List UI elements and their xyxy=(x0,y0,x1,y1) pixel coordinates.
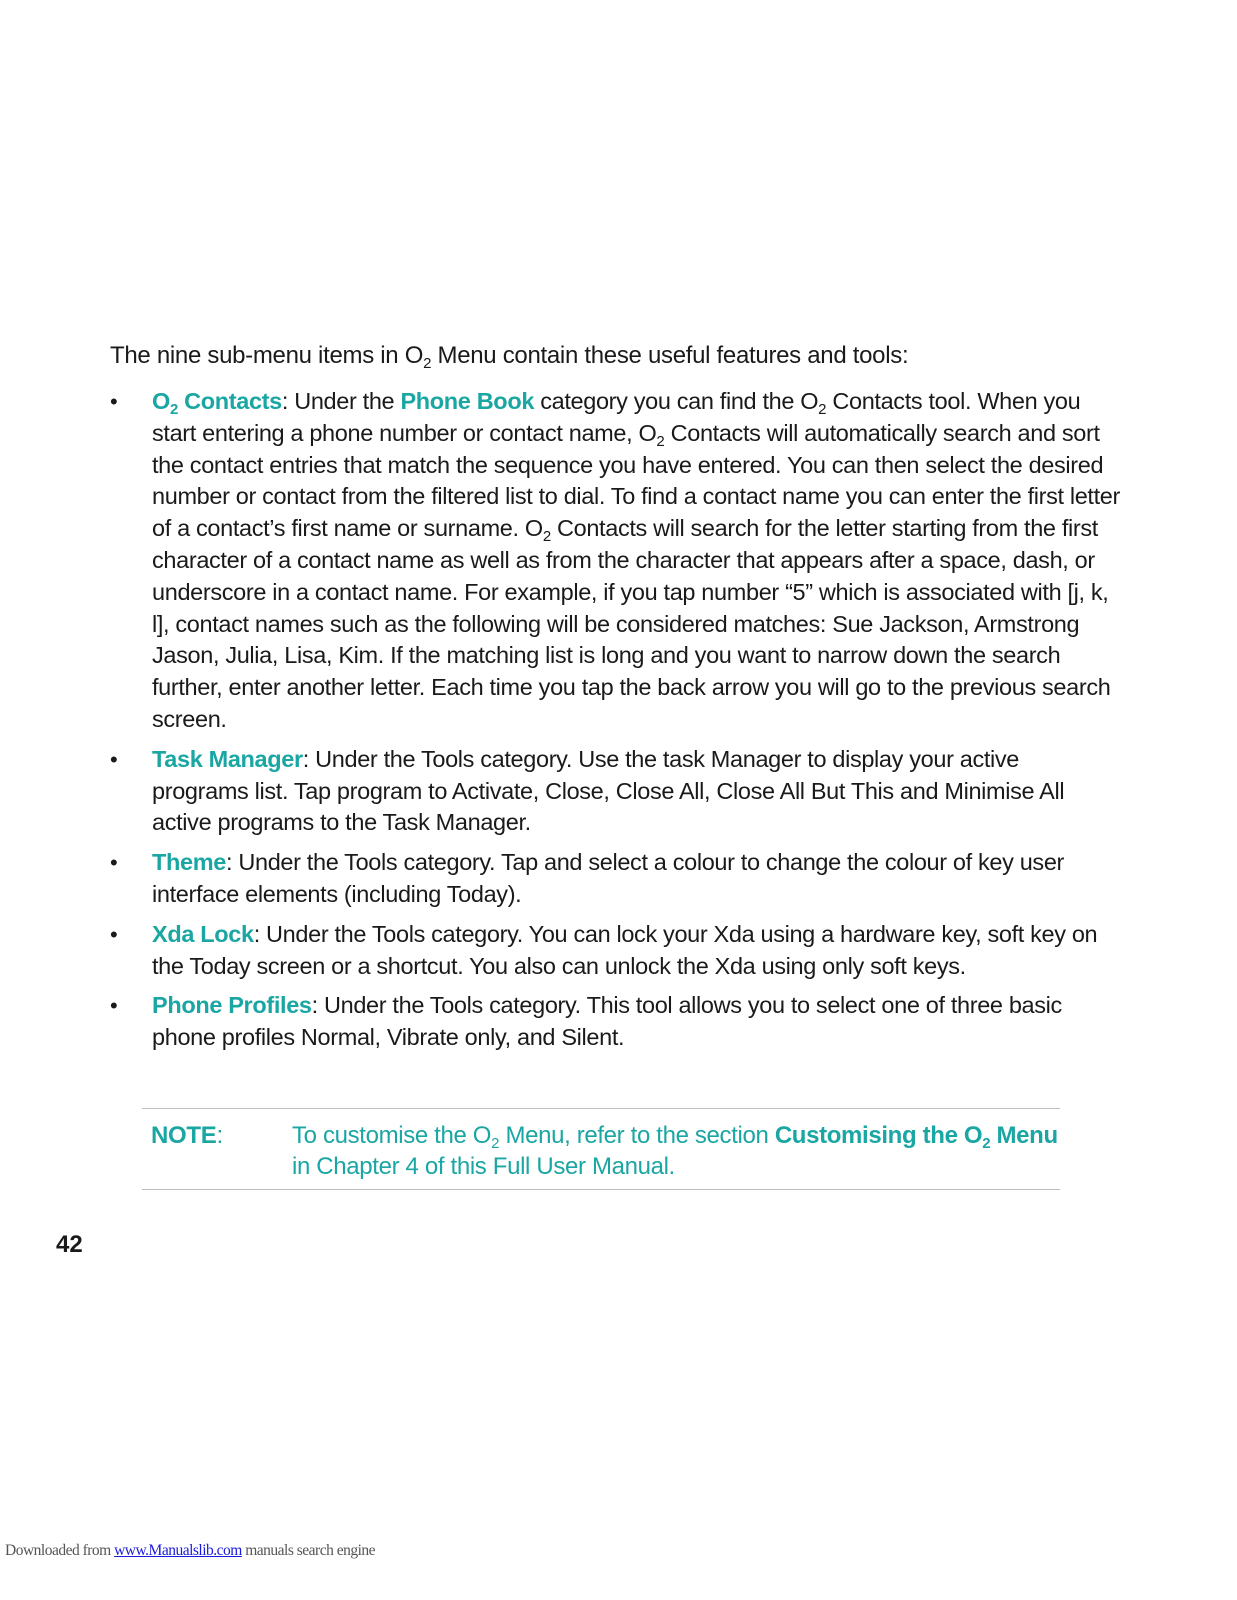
note-text xyxy=(292,1120,1062,1182)
note-bold-subscript: 2 xyxy=(982,1135,991,1152)
feature-term: O xyxy=(152,388,170,414)
body-text: Contacts tool. When you start entering a phone number or contact name, O xyxy=(152,388,1081,446)
download-footer xyxy=(5,1542,375,1560)
feature-term: Phone Profiles xyxy=(152,992,312,1019)
bullet-icon: • xyxy=(110,389,118,414)
feature-term: Contacts xyxy=(177,388,282,414)
note-label-text: NOTE xyxy=(151,1122,217,1149)
body-text: : Under the Tools category. Tap and select a colour to change the colour of key user interface elements (including Today). xyxy=(152,849,1065,907)
list-item-text xyxy=(152,992,1062,1050)
footer-prefix: Downloaded from xyxy=(5,1542,115,1559)
body-text: : Under the Tools category. Use the task Manager to display your active programs list. Tap program to Activate, Close, Close All, Close All But This and Minimise All active programs to the Task Manager. xyxy=(152,745,1065,836)
list-item-text xyxy=(152,746,1064,836)
feature-list xyxy=(110,386,1120,1062)
list-item-task-manager xyxy=(110,744,1120,839)
note-colon: : xyxy=(216,1122,223,1149)
feature-term: Xda Lock xyxy=(152,920,254,947)
intro-text-before: The nine sub-menu items in O xyxy=(110,342,424,369)
page-number: 42 xyxy=(56,1231,83,1258)
bullet-icon: • xyxy=(110,921,118,947)
list-item-theme xyxy=(110,847,1120,911)
list-item-xda-lock xyxy=(110,919,1120,983)
feature-term: Theme xyxy=(152,849,226,876)
note-bold-after: Menu xyxy=(990,1122,1058,1149)
note-bold-before: Customising the O xyxy=(774,1122,983,1149)
subscript: 2 xyxy=(656,432,665,450)
intro-subscript: 2 xyxy=(423,355,432,372)
manualslib-link[interactable]: www.Manualslib.com xyxy=(114,1542,242,1559)
intro-paragraph xyxy=(110,340,1110,372)
feature-term: Phone Book xyxy=(400,388,535,414)
list-item-text xyxy=(152,849,1064,907)
subscript: 2 xyxy=(818,401,827,418)
feature-term: Task Manager xyxy=(152,745,303,772)
note-box xyxy=(142,1108,1060,1190)
list-item-phone-profiles xyxy=(110,990,1120,1054)
list-item-text xyxy=(152,921,1097,979)
subscript: 2 xyxy=(542,528,551,546)
body-text: Contacts will automatically search and sort the contact entries that match the sequence you have entered. You can then select the desired number or contact from the filtered list to dial. To find a contact name you can enter the first letter of a contact’s first name or surname. O xyxy=(152,419,1120,542)
bullet-icon: • xyxy=(110,993,118,1019)
bullet-icon: • xyxy=(110,746,118,772)
bullet-icon: • xyxy=(110,850,118,876)
term-subscript: 2 xyxy=(169,401,178,418)
body-text: : Under the Tools category. This tool allows you to select one of three basic phone profiles Normal, Vibrate only, and Silent. xyxy=(152,992,1062,1051)
note-text-before: To customise the O xyxy=(292,1122,492,1149)
intro-text-after: Menu contain these useful features and tools: xyxy=(431,342,909,369)
note-label xyxy=(151,1120,223,1151)
body-text: : Under the Tools category. You can lock your Xda using a hardware key, soft key on the Today screen or a shortcut. You also can unlock the Xda using only soft keys. xyxy=(152,920,1098,979)
footer-suffix: manuals search engine xyxy=(241,1542,376,1559)
body-text: Contacts will search for the letter starting from the first character of a contact name as well as from the character that appears after a space, dash, or underscore in a contact name. For example, if you tap number “5” which is associated with [j, k, l], contact names such as the following will be considered matches: Sue Jackson, Armstrong Jason, Julia, Lisa, Kim. If the matching list is long and you want to narrow down the search further, enter another letter. Each time you tap the back arrow you will go to the previous search screen. xyxy=(152,515,1111,732)
note-text-mid: Menu, refer to the section xyxy=(499,1122,775,1149)
note-subscript: 2 xyxy=(491,1135,500,1152)
note-text-after: in Chapter 4 of this Full User Manual. xyxy=(292,1153,675,1180)
body-text: category you can find the O xyxy=(534,388,819,414)
list-item-text xyxy=(152,388,1120,732)
note-section-reference xyxy=(774,1122,1058,1152)
body-text: : Under the xyxy=(281,388,401,414)
list-item-o2-contacts xyxy=(110,386,1120,736)
